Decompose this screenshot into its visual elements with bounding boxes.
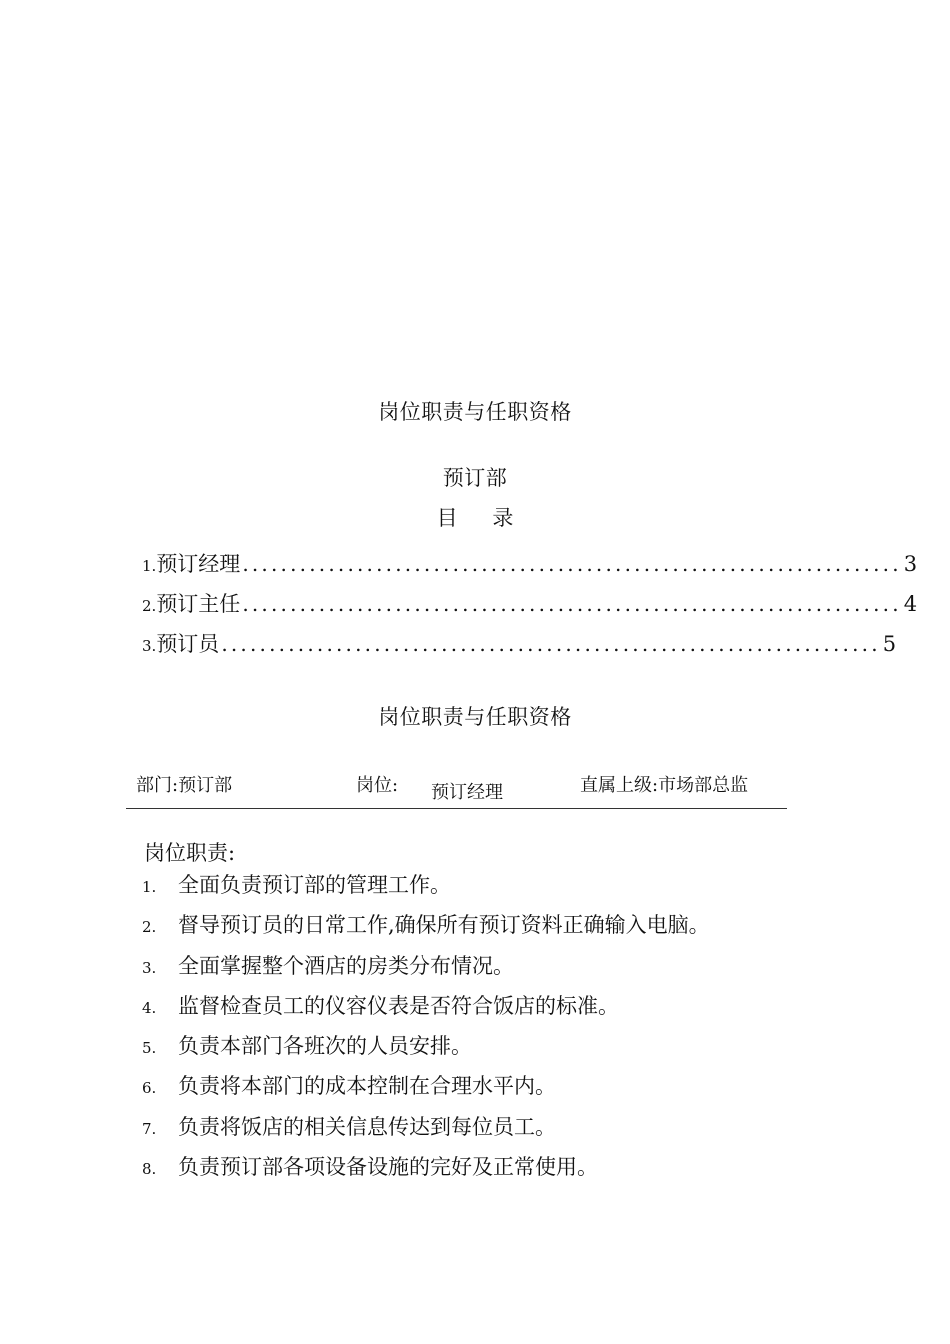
duty-item <box>142 1151 842 1191</box>
toc-leader-dots: ..................................................................... <box>242 552 902 576</box>
duty-item <box>142 869 842 909</box>
toc-leader-dots: ..................................................................... <box>242 592 902 616</box>
duty-item <box>142 990 842 1030</box>
duty-number: 6. <box>142 1079 157 1098</box>
duty-text: 监督检查员工的仪容仪表是否符合饭店的标准。 <box>178 993 619 1018</box>
divider-line <box>126 808 787 809</box>
toc-heading: 目 录 <box>436 506 528 530</box>
table-of-contents <box>142 548 918 668</box>
document-title: 岗位职责与任职资格 <box>378 400 572 424</box>
toc-entry[interactable] <box>142 628 897 668</box>
duties-list <box>142 869 842 1191</box>
toc-entry-number: 3. <box>142 637 157 655</box>
duties-heading: 岗位职责: <box>144 841 236 865</box>
duty-item <box>142 1111 842 1151</box>
post-label: 岗位: <box>356 775 399 796</box>
duty-number: 4. <box>142 998 157 1017</box>
department-heading: 预订部 <box>442 466 508 490</box>
duty-number: 1. <box>142 878 157 896</box>
toc-entry-label: 预订主任 <box>156 592 241 616</box>
duty-text: 全面掌握整个酒店的房类分布情况。 <box>178 953 514 978</box>
toc-entry-number: 1. <box>142 557 157 575</box>
section-title: 岗位职责与任职资格 <box>378 705 572 729</box>
toc-entry-page: 4 <box>903 592 918 616</box>
duty-text: 负责本部门各班次的人员安排。 <box>178 1034 472 1059</box>
toc-entry[interactable] <box>142 588 918 628</box>
duty-text: 督导预订员的日常工作,确保所有预订资料正确输入电脑。 <box>178 913 710 938</box>
duty-text: 负责将本部门的成本控制在合理水平内。 <box>178 1074 556 1099</box>
duty-text: 负责预订部各项设备设施的完好及正常使用。 <box>178 1155 598 1180</box>
superior-field: 直属上级:市场部总监 <box>580 775 749 796</box>
duty-text: 负责将饭店的相关信息传达到每位员工。 <box>178 1114 556 1139</box>
toc-entry-label: 预订经理 <box>156 552 241 576</box>
duty-text: 全面负责预订部的管理工作。 <box>178 873 451 897</box>
duty-item <box>142 1030 842 1070</box>
toc-leader-dots: ..................................................................... <box>221 632 881 656</box>
department-field: 部门:预订部 <box>136 775 233 796</box>
toc-entry[interactable] <box>142 548 918 588</box>
toc-entry-page: 3 <box>903 552 918 576</box>
position-info-row <box>126 768 786 810</box>
duty-item <box>142 950 842 990</box>
toc-entry-label: 预订员 <box>156 632 220 656</box>
duty-item <box>142 909 842 949</box>
duty-number: 3. <box>142 958 157 977</box>
duty-number: 7. <box>142 1119 157 1138</box>
duty-number: 2. <box>142 918 157 937</box>
post-value: 预订经理 <box>431 782 503 803</box>
toc-entry-number: 2. <box>142 597 157 615</box>
duty-item <box>142 1070 842 1110</box>
toc-entry-page: 5 <box>882 632 897 656</box>
duty-number: 5. <box>142 1039 157 1058</box>
duty-number: 8. <box>142 1160 157 1179</box>
